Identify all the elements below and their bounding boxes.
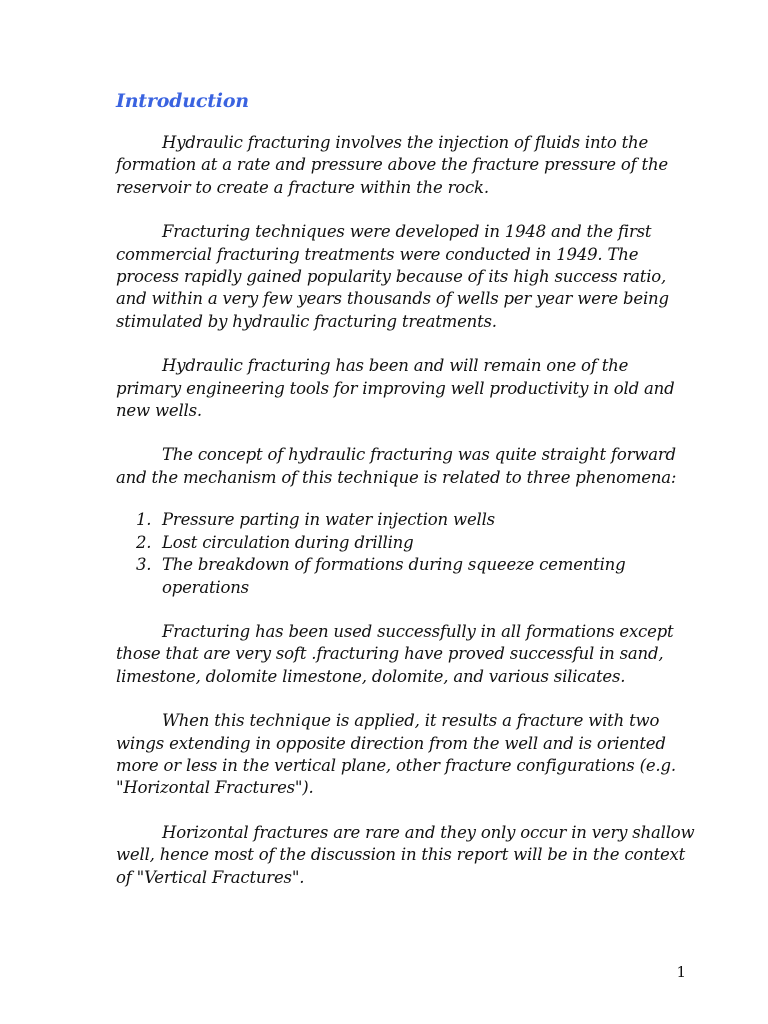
list-item-text: The breakdown of formations during squeeze cementing operations <box>162 555 626 597</box>
paragraph-concept: The concept of hydraulic fracturing was quite straight forward and the mechanism of this technique is related to three phenomena: <box>116 445 677 487</box>
page-number: 1 <box>676 963 686 981</box>
section-heading: Introduction <box>116 90 249 112</box>
paragraph-intro-definition: Hydraulic fracturing involves the injection of fluids into the formation at a rate and pressure above the fracture pressure of the reservoir to create a fracture within the rock. <box>116 133 668 197</box>
list-item <box>116 532 696 554</box>
paragraph-formations: Fracturing has been used successfully in all formations except those that are very soft .fracturing have proved successful in sand, limestone, dolomite limestone, dolomite, and various silicates. <box>116 621 674 686</box>
list-item-number: 3. <box>136 555 152 575</box>
phenomena-list <box>116 509 696 599</box>
list-item-number: 1. <box>136 510 152 530</box>
list-item <box>116 509 696 531</box>
list-item-text: Pressure parting in water injection wells <box>162 510 495 530</box>
paragraph-fracture-wings: When this technique is applied, it results a fracture with two wings extending in opposite direction from the well and is oriented more or less in the vertical plane, other fracture configurations (e.g. "Horizontal Fractures"). <box>116 711 676 798</box>
list-item-number: 2. <box>136 532 152 552</box>
paragraph-engineering-tool: Hydraulic fracturing has been and will remain one of the primary engineering tools for improving well productivity in old and new wells. <box>116 356 675 421</box>
document-body <box>116 88 696 911</box>
list-item <box>116 554 696 599</box>
list-item-text: Lost circulation during drilling <box>162 532 414 552</box>
paragraph-history: Fracturing techniques were developed in 1948 and the first commercial fracturing treatments were conducted in 1949. The process rapidly gained popularity because of its high success ratio, and within a very few years thousands of wells per year were being stimulated by hydraulic fracturing treatments. <box>116 222 669 331</box>
paragraph-horizontal-fractures: Horizontal fractures are rare and they only occur in very shallow well, hence most of the discussion in this report will be in the context of "Vertical Fractures". <box>116 822 695 887</box>
